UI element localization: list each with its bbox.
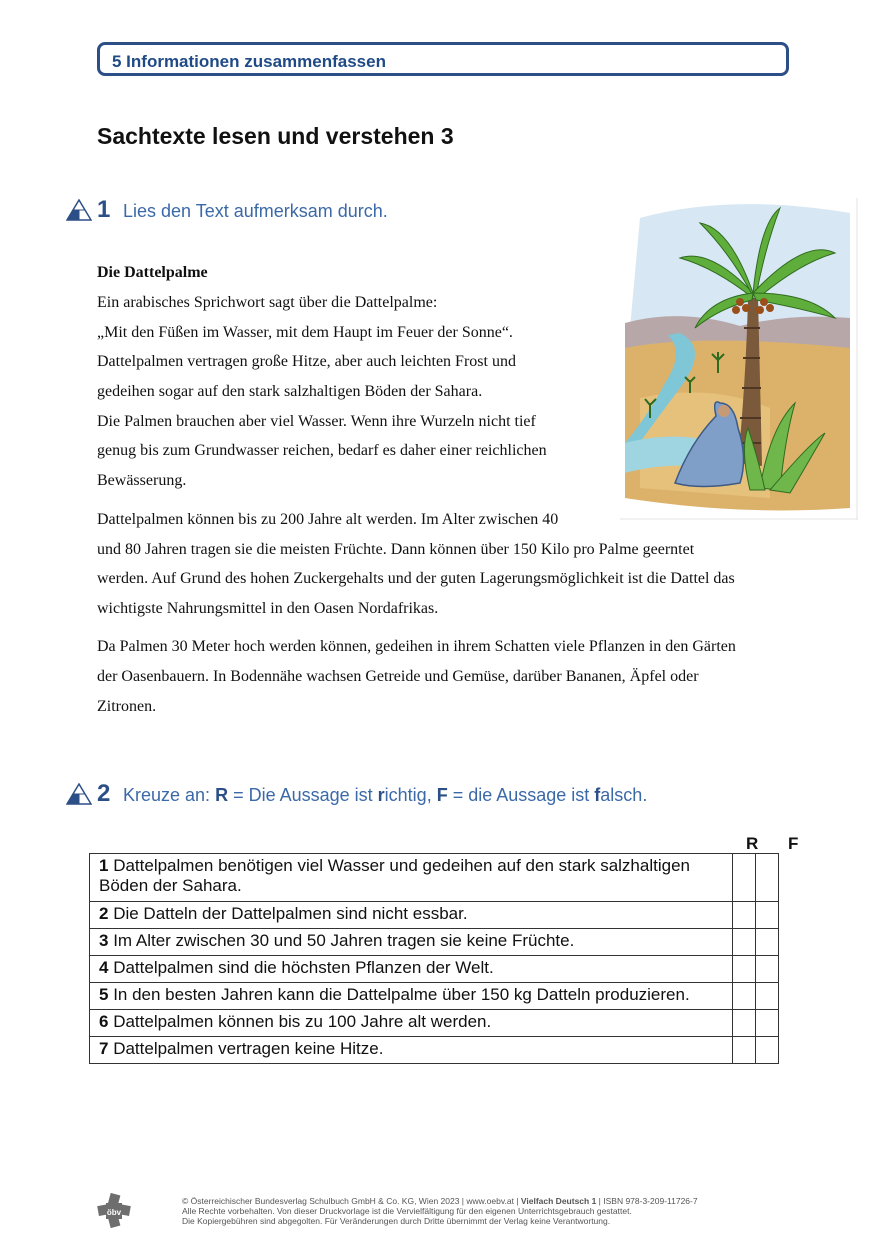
table-row [90,1037,779,1064]
table-row [90,854,779,902]
checkbox-richtig[interactable] [733,1037,756,1064]
text-line: gedeihen sogar auf den stark salzhaltigen Böden der Sahara. [97,383,483,400]
text-line: Dattelpalmen vertragen große Hitze, aber auch leichten Frost und [97,353,516,370]
text-line: Die Palmen brauchen aber viel Wasser. Wenn ihre Wurzeln nicht tief [97,413,536,430]
checkbox-falsch[interactable] [756,983,779,1010]
text-line: wichtigste Nahrungsmittel in den Oasen Nordafrikas. [97,600,439,617]
checkbox-falsch[interactable] [756,902,779,929]
footer-line-1: © Österreichischer Bundesverlag Schulbuch GmbH & Co. KG, Wien 2023 | www.oebv.at | Vielfach Deutsch 1 | ISBN 978-3-209-11726-7 [182,1196,698,1206]
table-row [90,956,779,983]
checkbox-falsch[interactable] [756,956,779,983]
text-line: Ein arabisches Sprichwort sagt über die Dattelpalme: [97,294,438,311]
text-line: und 80 Jahren tragen sie die meisten Früchte. Dann können über 150 Kilo pro Palme geerntet [97,541,695,558]
checkbox-falsch[interactable] [756,1037,779,1064]
table-row [90,902,779,929]
statement: 3 Im Alter zwischen 30 und 50 Jahren tragen sie keine Früchte. [90,929,733,956]
table-row [90,983,779,1010]
difficulty-triangle-icon [66,199,92,221]
page-title: Sachtexte lesen und verstehen 3 [97,123,454,149]
statement: 6 Dattelpalmen können bis zu 100 Jahre alt werden. [90,1010,733,1037]
logo-text: öbv [106,1208,122,1217]
text-line: Bewässerung. [97,472,187,489]
task-1-number: 1 [97,196,111,223]
checkbox-richtig[interactable] [733,854,756,902]
statement: 5 In den besten Jahren kann die Dattelpalme über 150 kg Datteln produzieren. [90,983,733,1010]
footer [182,1196,698,1226]
task-1-instruction: Lies den Text aufmerksam durch. [123,201,388,221]
checkbox-falsch[interactable] [756,929,779,956]
publisher-logo-icon [97,1193,131,1229]
chapter-header-label: 5 Informationen zusammenfassen [112,52,386,71]
checkbox-richtig[interactable] [733,902,756,929]
task-2-instruction: Kreuze an: R = Die Aussage ist richtig, F = die Aussage ist falsch. [123,785,648,805]
checkbox-richtig[interactable] [733,929,756,956]
checkbox-richtig[interactable] [733,956,756,983]
statement: 7 Dattelpalmen vertragen keine Hitze. [90,1037,733,1064]
footer-line-2: Alle Rechte vorbehalten. Von dieser Druckvorlage ist die Vervielfältigung für den eigenen Unterrichtsgebrauch gestattet. [182,1206,632,1216]
table-row [90,929,779,956]
column-header-r: R [746,834,759,853]
text-line: genug bis zum Grundwasser reichen, bedarf es daher einer reichlichen [97,442,547,459]
statement-table [89,853,779,1064]
column-header-f: F [788,834,799,853]
text-line: der Oasenbauern. In Bodennähe wachsen Getreide und Gemüse, darüber Bananen, Äpfel oder [97,668,699,685]
text-line: Da Palmen 30 Meter hoch werden können, gedeihen in ihrem Schatten viele Pflanzen in den Gärten [97,638,736,655]
checkbox-richtig[interactable] [733,1010,756,1037]
table-row [90,1010,779,1037]
difficulty-triangle-icon [66,783,92,805]
text-line: Dattelpalmen können bis zu 200 Jahre alt werden. Im Alter zwischen 40 [97,511,559,528]
text-line: „Mit den Füßen im Wasser, mit dem Haupt im Feuer der Sonne“. [97,324,513,341]
text-line: Zitronen. [97,698,157,715]
statement: 4 Dattelpalmen sind die höchsten Pflanzen der Welt. [90,956,733,983]
footer-line-3: Die Kopiergebühren sind abgegolten. Für Veränderungen durch Dritte übernimmt der Verlag keine Verantwortung. [182,1216,611,1226]
checkbox-falsch[interactable] [756,1010,779,1037]
checkbox-falsch[interactable] [756,854,779,902]
task-2-number: 2 [97,780,111,807]
chapter-header [97,42,789,76]
date-palm-illustration [620,198,858,520]
text-line: werden. Auf Grund des hohen Zuckergehalts und der guten Lagerungsmöglichkeit ist die Dattel das [97,570,735,587]
statement: 1 Dattelpalmen benötigen viel Wasser und gedeihen auf den stark salzhaltigen Böden der Sahara. [90,854,733,902]
statement: 2 Die Datteln der Dattelpalmen sind nicht essbar. [90,902,733,929]
checkbox-richtig[interactable] [733,983,756,1010]
text-title: Die Dattelpalme [97,264,208,281]
